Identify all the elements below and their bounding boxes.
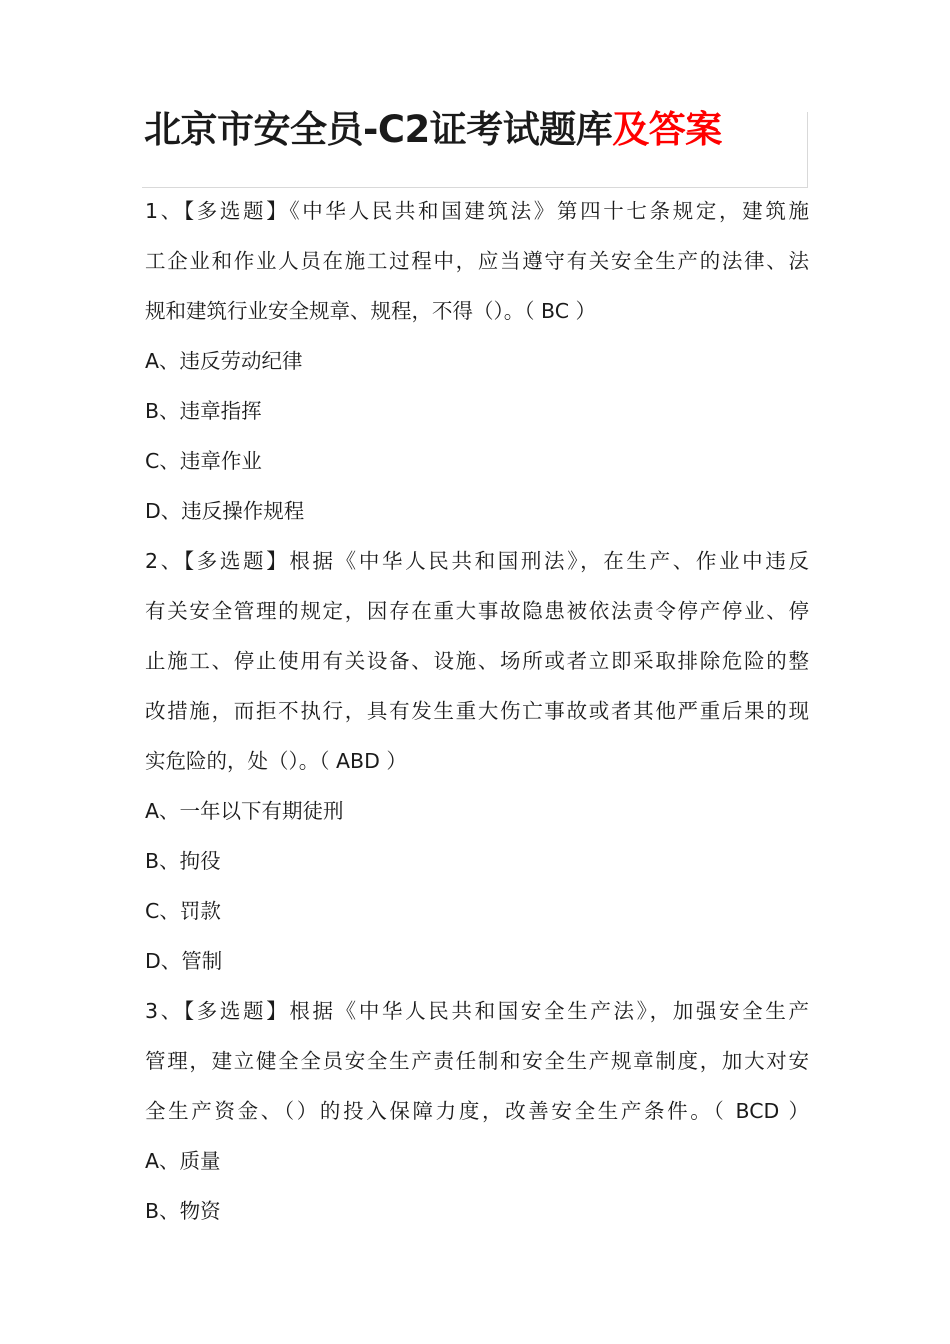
question-2-option-a: A、一年以下有期徒刑	[145, 799, 344, 823]
question-1-option-c: C、违章作业	[145, 449, 262, 473]
question-3-text-line-3: 全生产资金、（）的投入保障力度，改善安全生产条件。（ BCD ）	[145, 1099, 809, 1123]
question-3-option-b: B、物资	[145, 1199, 221, 1223]
question-3-text-line-2: 管理，建立健全全员安全生产责任制和安全生产规章制度，加大对安	[145, 1049, 809, 1073]
question-2-text-line-1: 2、【多选题】根据《中华人民共和国刑法》，在生产、作业中违反	[145, 549, 809, 573]
question-3-option-a: A、质量	[145, 1149, 221, 1173]
question-2-text-line-3: 止施工、停止使用有关设备、设施、场所或者立即采取排除危险的整	[145, 649, 809, 673]
page-title-main: 北京市安全员-C2证考试题库	[144, 108, 613, 151]
question-content	[145, 186, 809, 1236]
question-1-text-line-3: 规和建筑行业安全规章、规程，不得（）。（ BC ）	[145, 299, 597, 323]
question-2-text-line-4: 改措施，而拒不执行，具有发生重大伤亡事故或者其他严重后果的现	[145, 699, 809, 723]
page-title	[144, 104, 722, 156]
question-2-option-c: C、罚款	[145, 899, 221, 923]
page-title-accent: 及答案	[612, 108, 722, 151]
question-2-text-line-2: 有关安全管理的规定，因存在重大事故隐患被依法责令停产停业、停	[145, 599, 809, 623]
question-1-option-b: B、违章指挥	[145, 399, 262, 423]
question-1-text-line-2: 工企业和作业人员在施工过程中，应当遵守有关安全生产的法律、法	[145, 249, 809, 273]
question-2-text-line-5: 实危险的，处（）。（ ABD ）	[145, 749, 407, 773]
question-1-text-line-1: 1、【多选题】《中华人民共和国建筑法》第四十七条规定，建筑施	[145, 199, 809, 223]
question-2-option-d: D、管制	[145, 949, 223, 973]
question-1-option-d: D、违反操作规程	[145, 499, 305, 523]
question-1-option-a: A、违反劳动纪律	[145, 349, 303, 373]
question-2-option-b: B、拘役	[145, 849, 221, 873]
question-3-text-line-1: 3、【多选题】根据《中华人民共和国安全生产法》，加强安全生产	[145, 999, 809, 1023]
